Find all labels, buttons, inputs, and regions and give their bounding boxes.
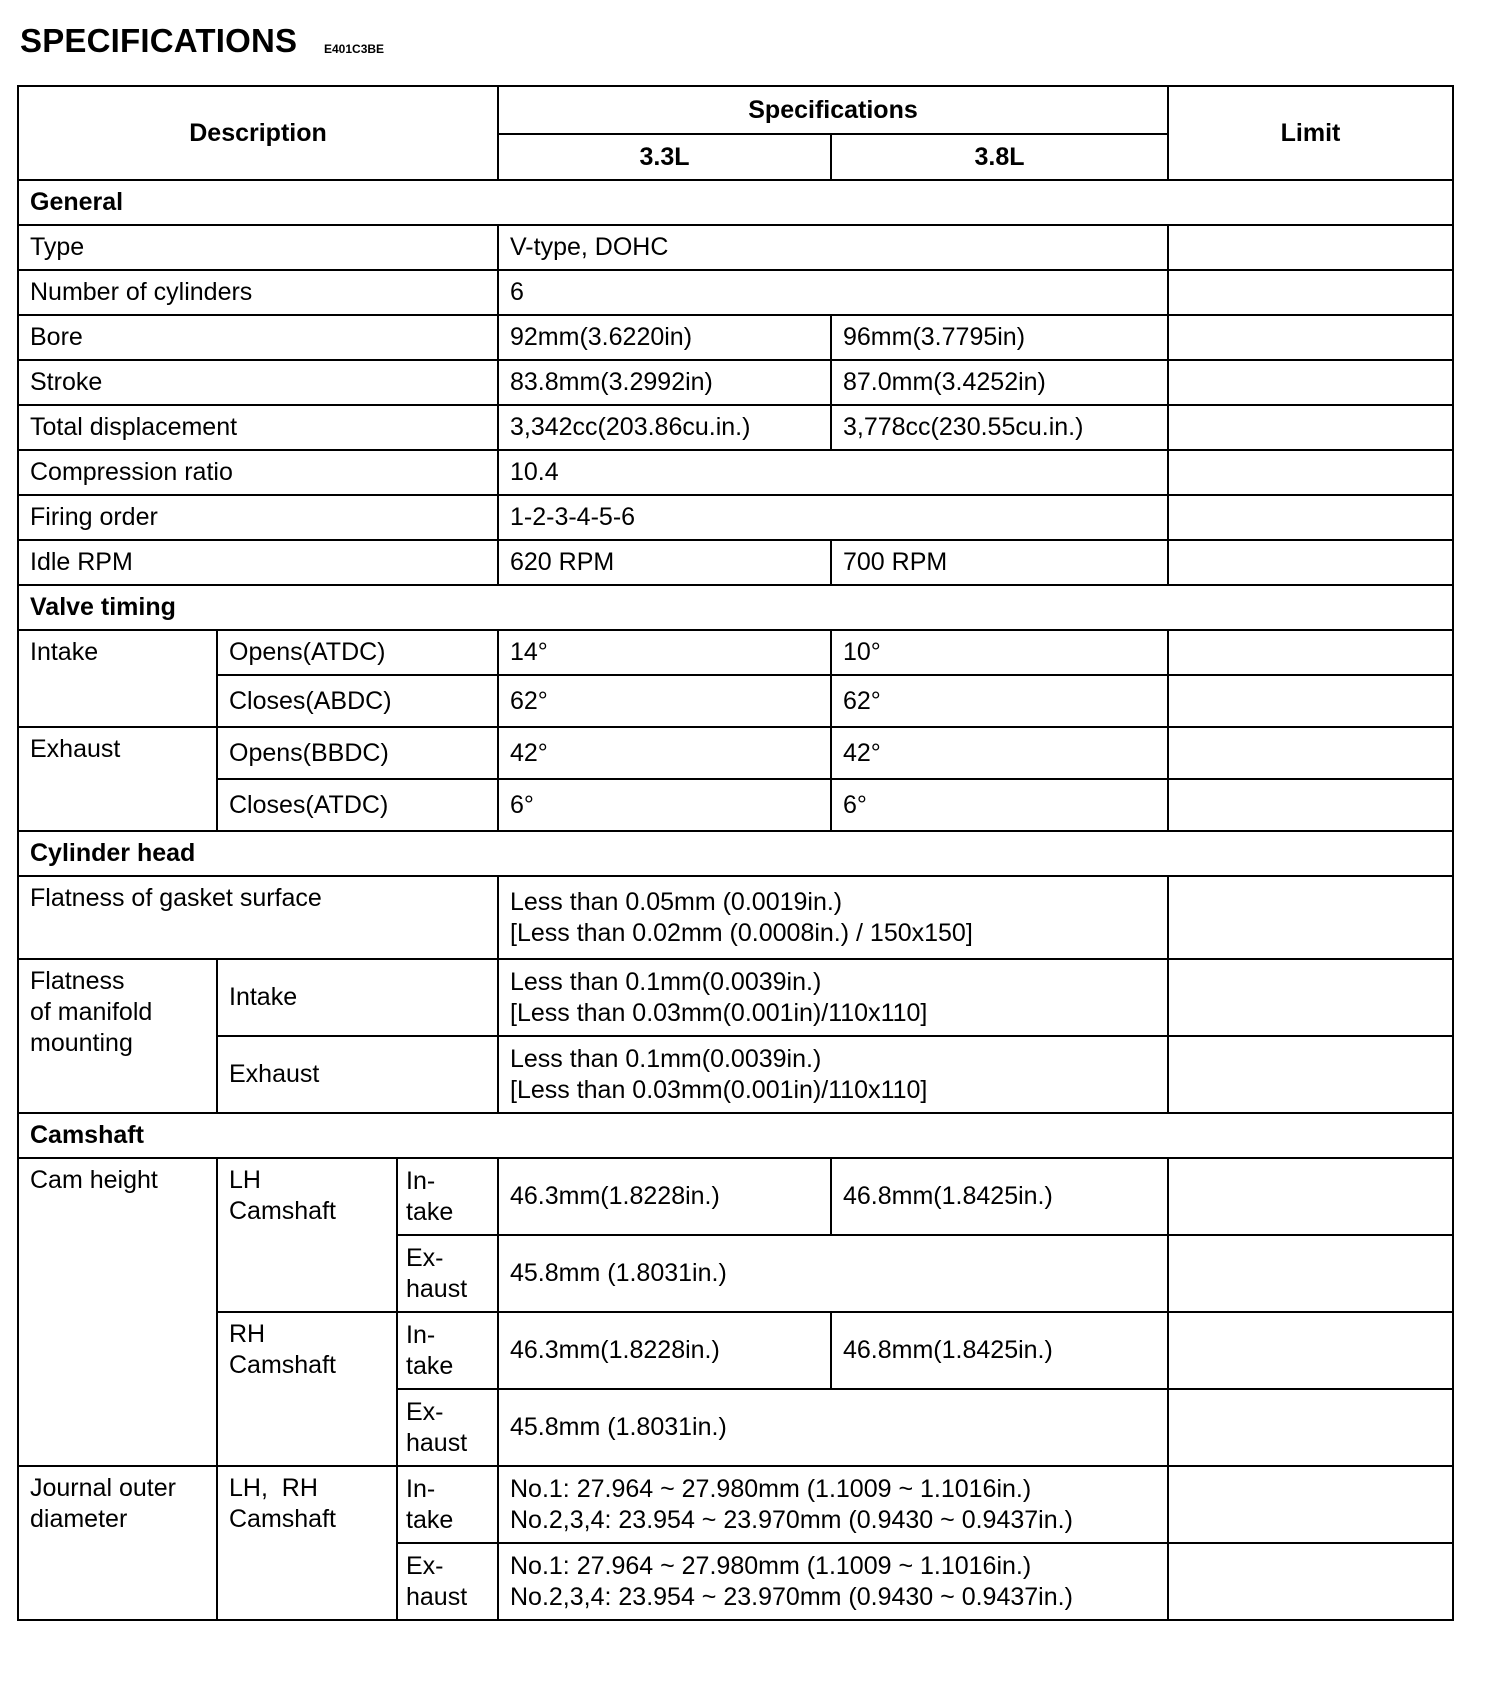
row-sublabel: Exhaust [217, 1036, 498, 1113]
row-label: Firing order [18, 495, 498, 540]
limit-cell [1168, 779, 1453, 831]
table-row [18, 1158, 1453, 1235]
header-limit: Limit [1168, 86, 1453, 180]
row-value [498, 1466, 1168, 1543]
limit-cell [1168, 1235, 1453, 1312]
row-sublabel [217, 1158, 397, 1312]
value-line: Less than 0.05mm (0.0019in.) [510, 887, 843, 916]
value-line: Less than 0.1mm(0.0039in.) [510, 967, 822, 996]
table-row [18, 315, 1453, 360]
value-3-3l: 6° [498, 779, 831, 831]
limit-cell [1168, 450, 1453, 495]
limit-cell [1168, 270, 1453, 315]
value-line: No.1: 27.964 ~ 27.980mm (1.1009 ~ 1.1016in.) [510, 1474, 1032, 1503]
row-value: 1-2-3-4-5-6 [498, 495, 1168, 540]
header-row [18, 86, 1453, 134]
section-row-valve-timing [18, 585, 1453, 630]
row-subsublabel [397, 1158, 498, 1235]
value-3-3l: 3,342cc(203.86cu.in.) [498, 405, 831, 450]
row-label: Stroke [18, 360, 498, 405]
label-line: Ex- [406, 1243, 444, 1272]
value-line: [Less than 0.03mm(0.001in)/110x110] [510, 1075, 928, 1104]
row-label: Cam height [18, 1158, 217, 1466]
label-line: mounting [30, 1029, 133, 1057]
table-row [18, 727, 1453, 779]
row-label: Idle RPM [18, 540, 498, 585]
section-title: Valve timing [18, 585, 1453, 630]
row-sublabel [217, 1312, 397, 1466]
header-description: Description [18, 86, 498, 180]
limit-cell [1168, 540, 1453, 585]
label-line: LH [229, 1166, 261, 1194]
limit-cell [1168, 727, 1453, 779]
limit-cell [1168, 876, 1453, 959]
row-sublabel [217, 1466, 397, 1620]
table-row [18, 959, 1453, 1036]
table-row [18, 779, 1453, 831]
row-value [498, 959, 1168, 1036]
label-line: of manifold [30, 998, 153, 1026]
row-label [18, 959, 217, 1113]
row-label: Number of cylinders [18, 270, 498, 315]
table-row [18, 1466, 1453, 1543]
section-title: General [18, 180, 1453, 225]
value-3-8l: 62° [831, 675, 1168, 727]
limit-cell [1168, 675, 1453, 727]
label-line: In- [406, 1474, 436, 1503]
limit-cell [1168, 360, 1453, 405]
value-3-3l: 92mm(3.6220in) [498, 315, 831, 360]
label-line: take [406, 1351, 454, 1380]
document-code: E401C3BE [324, 42, 385, 56]
value-line: Less than 0.1mm(0.0039in.) [510, 1044, 822, 1073]
value-3-8l: 96mm(3.7795in) [831, 315, 1168, 360]
row-value: V-type, DOHC [498, 225, 1168, 270]
specifications-table [17, 85, 1454, 1621]
table-row [18, 495, 1453, 540]
table-row [18, 450, 1453, 495]
value-3-3l: 62° [498, 675, 831, 727]
header-3-3l: 3.3L [498, 134, 831, 180]
value-3-3l: 42° [498, 727, 831, 779]
header-specifications: Specifications [498, 86, 1168, 134]
row-sublabel: Opens(BBDC) [217, 727, 498, 779]
row-subsublabel [397, 1543, 498, 1620]
table-row [18, 675, 1453, 727]
label-line: haust [406, 1428, 468, 1457]
limit-cell [1168, 405, 1453, 450]
value-3-8l: 6° [831, 779, 1168, 831]
label-line: haust [406, 1582, 468, 1611]
section-title: Camshaft [18, 1113, 1453, 1158]
row-value [498, 1543, 1168, 1620]
table-row [18, 270, 1453, 315]
table-row [18, 876, 1453, 959]
row-subsublabel [397, 1389, 498, 1466]
row-label: Total displacement [18, 405, 498, 450]
row-label [18, 1466, 217, 1620]
label-line: Camshaft [229, 1505, 336, 1533]
value-line: No.2,3,4: 23.954 ~ 23.970mm (0.9430 ~ 0.9437in.) [510, 1582, 1073, 1611]
label-line: Journal outer [30, 1474, 176, 1502]
value-line: No.1: 27.964 ~ 27.980mm (1.1009 ~ 1.1016in.) [510, 1551, 1032, 1580]
row-subsublabel [397, 1235, 498, 1312]
value-line: [Less than 0.02mm (0.0008in.) / 150x150] [510, 918, 973, 947]
value-3-3l: 46.3mm(1.8228in.) [498, 1312, 831, 1389]
table-row [18, 1036, 1453, 1113]
row-label: Compression ratio [18, 450, 498, 495]
limit-cell [1168, 495, 1453, 540]
label-line: take [406, 1505, 454, 1534]
row-value: 6 [498, 270, 1168, 315]
row-subsublabel [397, 1466, 498, 1543]
section-title: Cylinder head [18, 831, 1453, 876]
value-3-8l: 42° [831, 727, 1168, 779]
row-value [498, 876, 1168, 959]
page-title: SPECIFICATIONS [20, 22, 298, 59]
label-line: Camshaft [229, 1197, 336, 1225]
limit-cell [1168, 1158, 1453, 1235]
section-row-general [18, 180, 1453, 225]
limit-cell [1168, 1466, 1453, 1543]
label-line: Camshaft [229, 1351, 336, 1379]
section-row-camshaft [18, 1113, 1453, 1158]
label-line: haust [406, 1274, 468, 1303]
limit-cell [1168, 1389, 1453, 1466]
row-value: 10.4 [498, 450, 1168, 495]
table-row [18, 405, 1453, 450]
row-label: Type [18, 225, 498, 270]
row-sublabel: Closes(ABDC) [217, 675, 498, 727]
value-line: [Less than 0.03mm(0.001in)/110x110] [510, 998, 928, 1027]
section-row-cylinder-head [18, 831, 1453, 876]
row-sublabel: Opens(ATDC) [217, 630, 498, 675]
value-3-3l: 620 RPM [498, 540, 831, 585]
value-3-8l: 10° [831, 630, 1168, 675]
row-value [498, 1036, 1168, 1113]
value-3-3l: 14° [498, 630, 831, 675]
label-line: RH [229, 1320, 266, 1348]
label-line: Ex- [406, 1551, 444, 1580]
value-3-8l: 87.0mm(3.4252in) [831, 360, 1168, 405]
limit-cell [1168, 1543, 1453, 1620]
value-3-3l: 83.8mm(3.2992in) [498, 360, 831, 405]
table-row [18, 360, 1453, 405]
label-line: In- [406, 1320, 436, 1349]
label-line: Ex- [406, 1397, 444, 1426]
table-row [18, 225, 1453, 270]
limit-cell [1168, 225, 1453, 270]
limit-cell [1168, 959, 1453, 1036]
row-label: Bore [18, 315, 498, 360]
limit-cell [1168, 630, 1453, 675]
limit-cell [1168, 1312, 1453, 1389]
row-label: Exhaust [18, 727, 217, 831]
limit-cell [1168, 1036, 1453, 1113]
row-sublabel: Intake [217, 959, 498, 1036]
row-subsublabel [397, 1312, 498, 1389]
label-line: Flatness [30, 967, 125, 995]
limit-cell [1168, 315, 1453, 360]
value-3-8l: 700 RPM [831, 540, 1168, 585]
row-label: Flatness of gasket surface [18, 876, 498, 959]
table-row [18, 540, 1453, 585]
value-line: No.2,3,4: 23.954 ~ 23.970mm (0.9430 ~ 0.9437in.) [510, 1505, 1073, 1534]
header-3-8l: 3.8L [831, 134, 1168, 180]
row-sublabel: Closes(ATDC) [217, 779, 498, 831]
row-value: 45.8mm (1.8031in.) [498, 1235, 1168, 1312]
row-label: Intake [18, 630, 217, 727]
label-line: In- [406, 1166, 436, 1195]
table-row [18, 630, 1453, 675]
value-3-8l: 46.8mm(1.8425in.) [831, 1312, 1168, 1389]
table-row [18, 1312, 1453, 1389]
value-3-8l: 46.8mm(1.8425in.) [831, 1158, 1168, 1235]
value-3-3l: 46.3mm(1.8228in.) [498, 1158, 831, 1235]
label-line: take [406, 1197, 454, 1226]
value-3-8l: 3,778cc(230.55cu.in.) [831, 405, 1168, 450]
row-value: 45.8mm (1.8031in.) [498, 1389, 1168, 1466]
label-line: LH, RH [229, 1474, 318, 1502]
label-line: diameter [30, 1505, 128, 1533]
